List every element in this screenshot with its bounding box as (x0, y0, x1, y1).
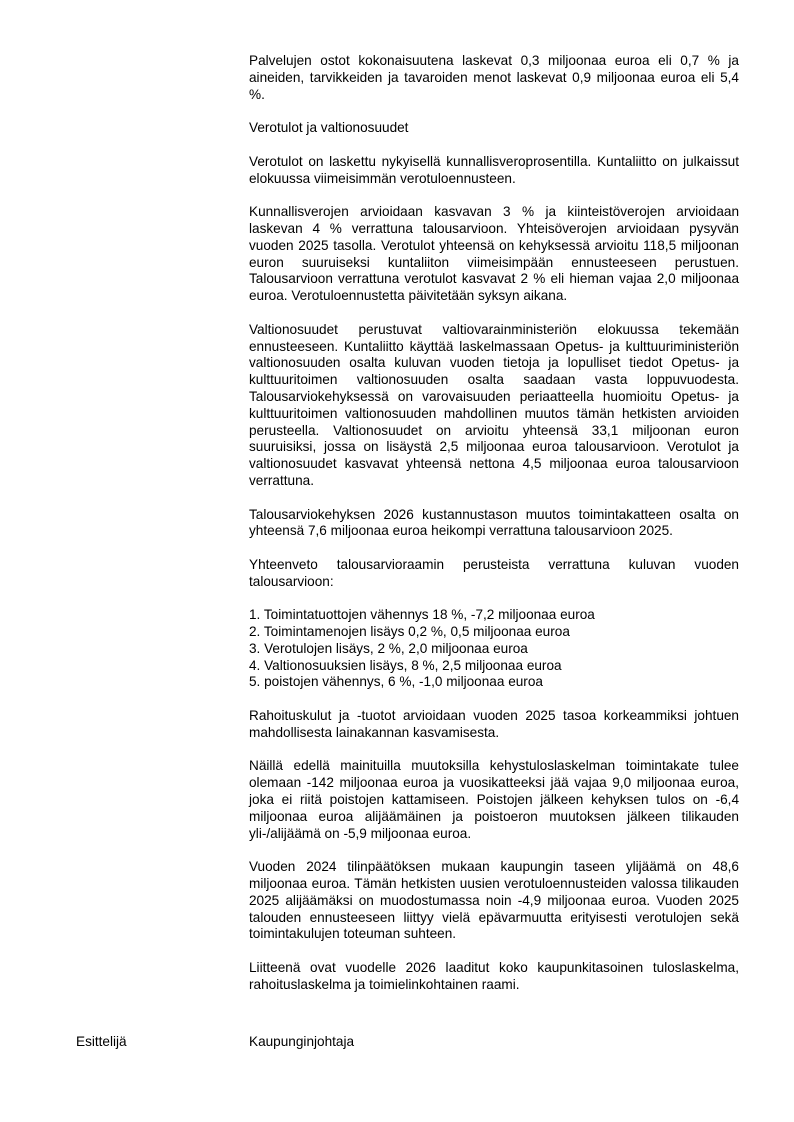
paragraph-tax-basis: Verotulot on laskettu nykyisellä kunnallisveroprosentilla. Kuntaliitto on julkaissut elokuussa viimeisimmän verotuloennusteen. (249, 153, 739, 186)
list-item: 4. Valtionosuuksien lisäys, 8 %, 2,5 miljoonaa euroa (249, 657, 562, 673)
document-body (249, 53, 739, 994)
paragraph-balance: Vuoden 2024 tilinpäätöksen mukaan kaupungin taseen ylijäämä on 48,6 miljoonaa euroa. Tämän hetkisten uusien verotuloennusteiden valossa tilikauden 2025 alijäämäksi on muodostumassa noin -4,9 miljoonaa euroa. Vuoden 2025 talouden ennusteeseen liittyy vielä epävarmuutta erityisesti verotulojen sekä toimintakulujen toteuman suhteen. (249, 859, 739, 942)
section-heading: Verotulot ja valtionosuudet (249, 120, 409, 136)
paragraph-cost-level: Talousarviokehyksen 2026 kustannustason muutos toimintakatteen osalta on yhteensä 7,6 miljoonaa euroa heikompi verrattuna talousarvioon 2025. (249, 506, 739, 539)
summary-list (249, 607, 739, 691)
paragraph-tax-forecast: Kunnallisverojen arvioidaan kasvavan 3 % ja kiinteistöverojen arvioidaan laskevan 4 % verrattuna talousarvioon. Yhteisöverojen arvioidaan pysyvän vuoden 2025 tasolla. Verotulot yhteensä on kehyksessä arvioitu 118,5 miljoonan euron suuruiseksi kuntaliiton viimeisimpään ennusteeseen perustuen. Talousarvioon verrattuna verotulot kasvavat 2 % eli hieman vajaa 2,0 miljoonaa euroa. Verotuloennustetta päivitetään syksyn aikana. (249, 204, 739, 304)
paragraph-state-subsidies: Valtionosuudet perustuvat valtiovarainministeriön elokuussa tekemään ennusteeseen. Kuntaliitto käyttää laskelmassaan Opetus- ja kulttuuriministeriön valtionosuuden osalta kuluvan vuoden tietoja ja lopulliset tiedot Opetus- ja kulttuuritoimen valtionosuuden osalta saadaan vasta loppuvuodesta. Talousarviokehyksessä on varovaisuuden periaatteella huomioitu Opetus- ja kulttuuritoimen valtionosuuden mahdollinen muutos tämän hetkisten arvioiden perusteella. Valtionosuudet on arvioitu yhteensä 33,1 miljoonan euron suuruisiksi, jossa on lisäystä 2,5 miljoonaa euroa talousarvioon. Verotulot ja valtionosuudet kasvavat yhteensä nettona 4,5 miljoonaa euroa talousarvioon verrattuna. (249, 321, 739, 488)
paragraph-attachments: Liitteenä ovat vuodelle 2026 laaditut koko kaupunkitasoinen tuloslaskelma, rahoituslaskelma ja toimielinkohtainen raami. (249, 960, 739, 992)
paragraph-summary-intro: Yhteenveto talousarvioraamin perusteista verrattuna kuluvan vuoden talousarvioon: (249, 556, 739, 589)
list-item: 2. Toimintamenojen lisäys 0,2 %, 0,5 miljoonaa euroa (249, 624, 570, 640)
list-item: 3. Verotulojen lisäys, 2 %, 2,0 miljoonaa euroa (249, 640, 528, 656)
presenter-label: Esittelijä (76, 1034, 127, 1049)
paragraph-financing: Rahoituskulut ja -tuotot arvioidaan vuoden 2025 tasoa korkeammiksi johtuen mahdollisesta lainakannan kasvamisesta. (249, 708, 739, 740)
presenter-title: Kaupunginjohtaja (249, 1034, 355, 1049)
paragraph-result: Näillä edellä mainituilla muutoksilla kehystuloslaskelman toimintakate tulee olemaan -142 miljoonaa euroa ja vuosikatteeksi jää vajaa 9,0 miljoonaa euroa, joka ei riitä poistojen kattamiseen. Poistojen jälkeen kehyksen tulos on -6,4 miljoonaa euroa alijäämäinen ja poistoeron muutoksen jälkeen tilikauden yli-/alijäämä on -5,9 miljoonaa euroa. (249, 758, 739, 841)
list-item: 1. Toimintatuottojen vähennys 18 %, -7,2 miljoonaa euroa (249, 607, 595, 623)
paragraph-purchases: Palvelujen ostot kokonaisuutena laskevat 0,3 miljoonaa euroa eli 0,7 % ja aineiden, tarvikkeiden ja tavaroiden menot laskevat 0,9 miljoonaa euroa eli 5,4 %. (249, 53, 739, 102)
list-item: 5. poistojen vähennys, 6 %, -1,0 miljoonaa euroa (249, 674, 543, 690)
